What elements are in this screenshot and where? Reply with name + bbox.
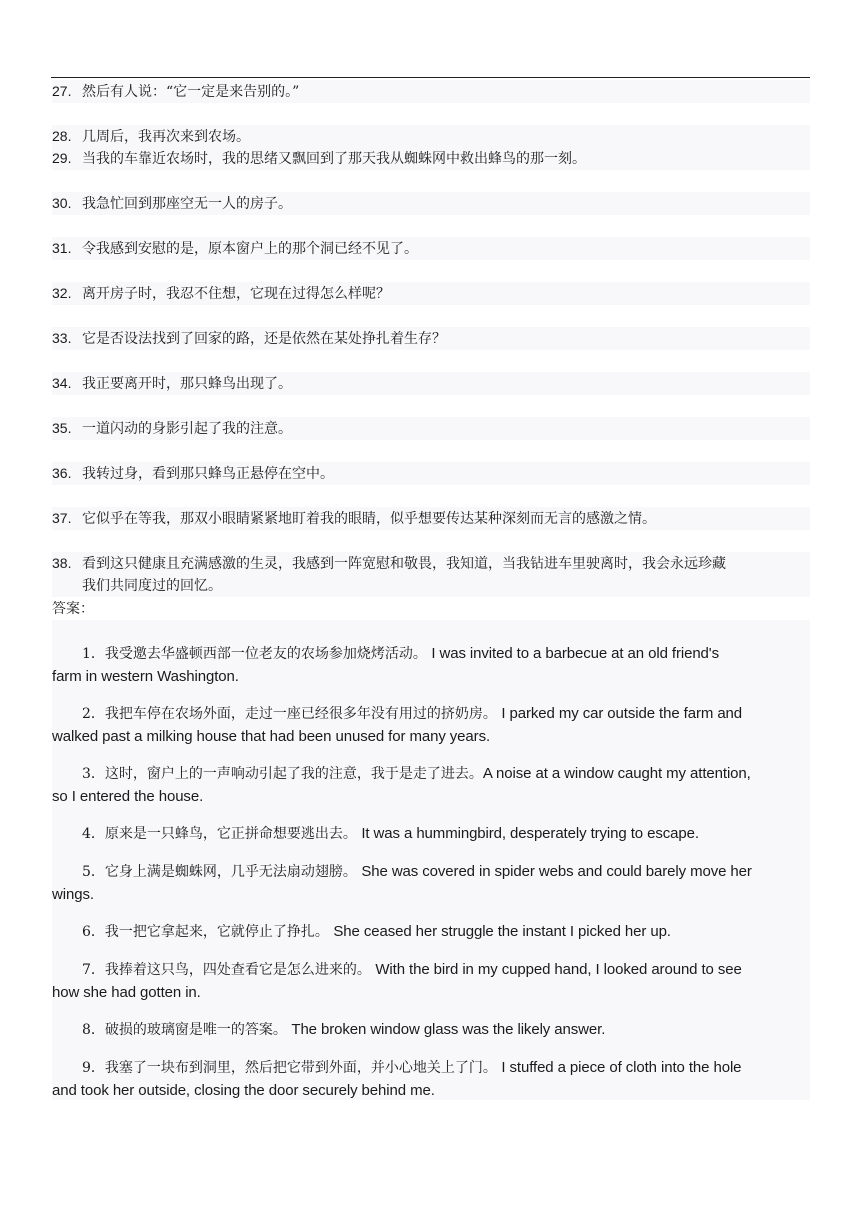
question-32 [52, 282, 810, 305]
question-31 [52, 237, 810, 260]
question-text: 当我的车靠近农场时，我的思绪又飘回到了那天我从蜘蛛网中救出蜂鸟的那一刻。 [82, 151, 586, 167]
answer-english: A noise at a window caught my attention, [482, 765, 751, 782]
answer-english: It was a hummingbird, desperately trying to escape. [361, 825, 699, 842]
answers-heading: 答案： [52, 601, 94, 617]
question-34 [52, 372, 810, 395]
question-number: 37. [52, 510, 72, 526]
question-number: 29. [52, 150, 72, 166]
question-text: 看到这只健康且充满感激的生灵，我感到一阵宽慰和敬畏，我知道，当我钻进车里驶离时，我会永远珍藏 [82, 556, 726, 572]
question-text: 然后有人说：“它一定是来告别的。” [82, 84, 300, 100]
question-text: 它是否设法找到了回家的路，还是依然在某处挣扎着生存？ [82, 331, 446, 347]
question-number: 35. [52, 420, 72, 436]
question-text: 令我感到安慰的是，原本窗户上的那个洞已经不见了。 [82, 241, 418, 257]
question-38 [52, 552, 810, 597]
answer-english-continuation: how she had gotten in. [52, 983, 201, 1001]
question-number: 31. [52, 240, 72, 256]
question-text: 离开房子时，我忍不住想，它现在过得怎么样呢？ [82, 286, 390, 302]
answer-chinese: 8．破损的玻璃窗是唯一的答案。 [82, 1022, 287, 1038]
answer-english: She ceased her struggle the instant I picked her up. [333, 923, 671, 940]
question-number: 30. [52, 195, 72, 211]
answer-english-continuation: walked past a milking house that had been unused for many years. [52, 727, 491, 745]
question-number: 36. [52, 465, 72, 481]
question-number: 27. [52, 83, 72, 99]
question-text: 一道闪动的身影引起了我的注意。 [82, 421, 292, 437]
question-number: 34. [52, 375, 72, 391]
answer-4 [52, 823, 810, 846]
question-29 [52, 147, 810, 170]
header-rule [51, 77, 810, 78]
question-text: 它似乎在等我，那双小眼睛紧紧地盯着我的眼睛，似乎想要传达某种深刻而无言的感激之情。 [82, 511, 656, 527]
question-text-continuation: 我们共同度过的回忆。 [82, 578, 222, 594]
question-28 [52, 125, 810, 148]
answer-english: I was invited to a barbecue at an old friend's [431, 645, 719, 662]
answer-8 [52, 1019, 810, 1042]
question-36 [52, 462, 810, 485]
answer-5 [52, 861, 810, 906]
answer-english-continuation: so I entered the house. [52, 787, 204, 805]
answer-chinese: 4．原来是一只蜂鸟，它正拼命想要逃出去。 [82, 826, 357, 842]
answer-chinese: 6．我一把它拿起来，它就停止了挣扎。 [82, 924, 329, 940]
question-text: 我转过身，看到那只蜂鸟正悬停在空中。 [82, 466, 334, 482]
answer-chinese: 9．我塞了一块布到洞里，然后把它带到外面，并小心地关上了门。 [82, 1060, 497, 1076]
question-text: 几周后，我再次来到农场。 [82, 129, 250, 145]
answer-english: I parked my car outside the farm and [501, 705, 743, 722]
answer-english: She was covered in spider webs and could barely move her [361, 863, 752, 880]
question-number: 38. [52, 555, 72, 571]
question-37 [52, 507, 810, 530]
question-33 [52, 327, 810, 350]
answer-chinese: 7．我捧着这只鸟，四处查看它是怎么进来的。 [82, 962, 371, 978]
question-27 [52, 80, 810, 103]
question-text: 我正要离开时，那只蜂鸟出现了。 [82, 376, 292, 392]
question-number: 32. [52, 285, 72, 301]
answer-chinese: 3．这时，窗户上的一声响动引起了我的注意，我于是走了进去。 [82, 766, 483, 782]
question-30 [52, 192, 810, 215]
answer-7 [52, 959, 810, 1004]
answer-english: The broken window glass was the likely answer. [291, 1021, 606, 1038]
question-text: 我急忙回到那座空无一人的房子。 [82, 196, 292, 212]
answer-english-continuation: wings. [52, 885, 94, 903]
question-number: 33. [52, 330, 72, 346]
answer-2 [52, 703, 810, 748]
answer-chinese: 5．它身上满是蜘蛛网，几乎无法扇动翅膀。 [82, 864, 357, 880]
answer-3 [52, 763, 810, 808]
answer-english-continuation: farm in western Washington. [52, 667, 239, 685]
answer-6 [52, 921, 810, 944]
answer-9 [52, 1057, 810, 1102]
answer-english: With the bird in my cupped hand, I looked around to see [375, 961, 742, 978]
question-number: 28. [52, 128, 72, 144]
answer-chinese: 2．我把车停在农场外面，走过一座已经很多年没有用过的挤奶房。 [82, 706, 497, 722]
answer-1 [52, 643, 810, 688]
answer-english: I stuffed a piece of cloth into the hole [501, 1059, 742, 1076]
answer-english-continuation: and took her outside, closing the door securely behind me. [52, 1081, 435, 1099]
question-35 [52, 417, 810, 440]
answer-chinese: 1．我受邀去华盛顿西部一位老友的农场参加烧烤活动。 [82, 646, 427, 662]
